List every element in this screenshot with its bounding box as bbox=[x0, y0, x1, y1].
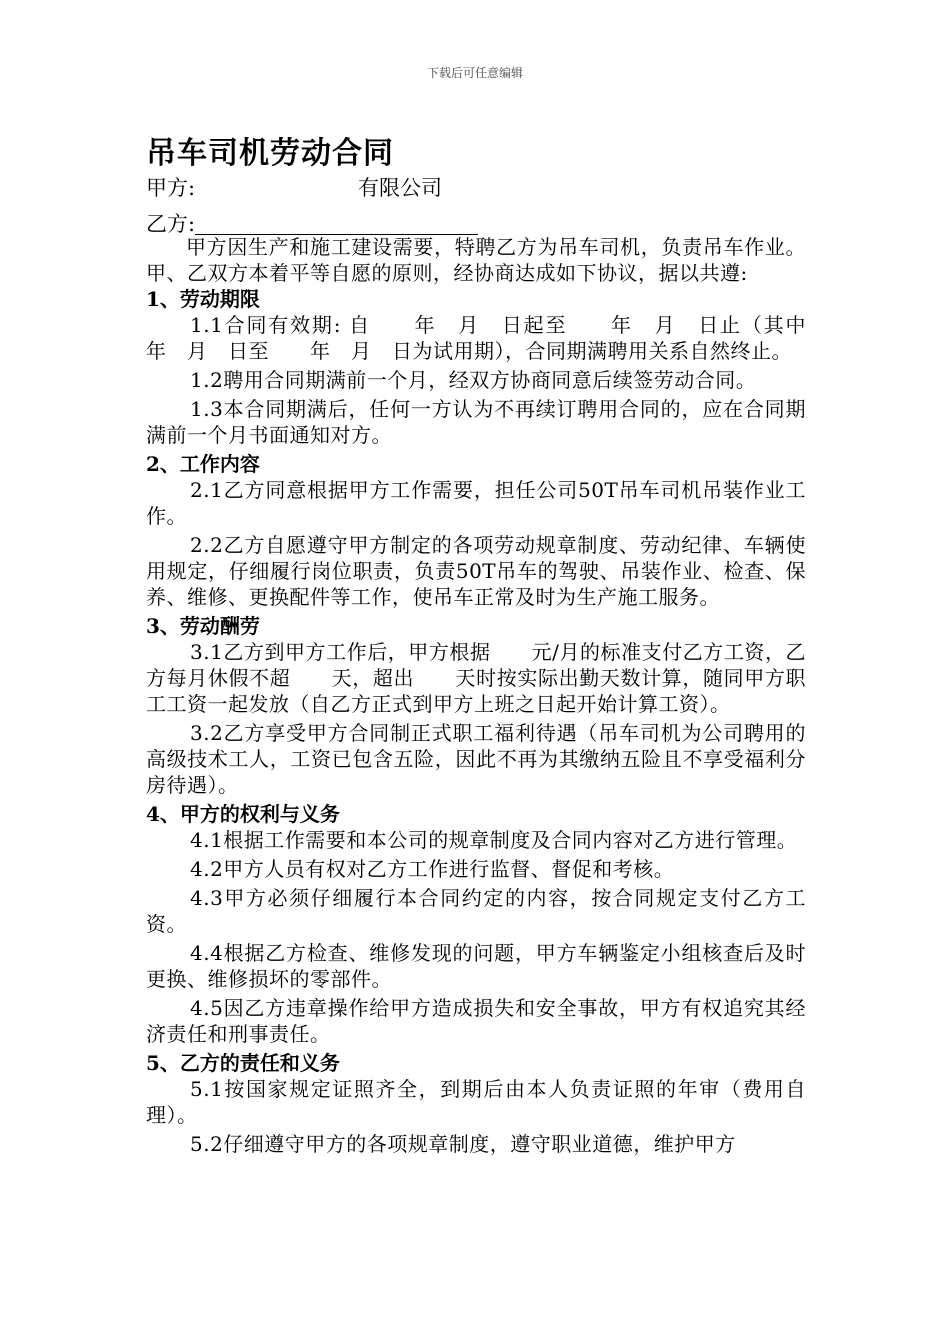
clause: 4.3甲方必须仔细履行本合同约定的内容，按合同规定支付乙方工资。 bbox=[146, 886, 806, 936]
clause: 4.4根据乙方检查、维修发现的问题，甲方车辆鉴定小组核查后及时更换、维修损坏的零部件。 bbox=[146, 941, 806, 991]
clause: 5.2仔细遵守甲方的各项规章制度，遵守职业道德，维护甲方 bbox=[190, 1132, 736, 1156]
section-heading: 2、工作内容 bbox=[146, 452, 260, 476]
clause: 3.1乙方到甲方工作后，甲方根据 元/月的标准支付乙方工资，乙方每月休假不超 天，超出 天时按实际出勤天数计算，随同甲方职工工资一起发放（自乙方正式到甲方上班之日起开始计算工资）。 bbox=[146, 640, 806, 716]
party-a-label: 甲方: bbox=[146, 176, 196, 200]
clause: 1.3本合同期满后，任何一方认为不再续订聘用合同的，应在合同期满前一个月书面通知对方。 bbox=[146, 397, 806, 447]
clause: 4.1根据工作需要和本公司的规章制度及合同内容对乙方进行管理。 bbox=[190, 828, 798, 852]
page-title: 吊车司机劳动合同 bbox=[146, 136, 394, 171]
party-a-company: 有限公司 bbox=[358, 176, 442, 200]
section-heading: 4、甲方的权利与义务 bbox=[146, 802, 340, 826]
clause: 1.2聘用合同期满前一个月，经双方协商同意后续签劳动合同。 bbox=[190, 368, 757, 392]
party-b-blank bbox=[195, 210, 478, 235]
clause: 2.2乙方自愿遵守甲方制定的各项劳动规章制度、劳动纪律、车辆使用规定，仔细履行岗位职责，负责50T吊车的驾驶、吊装作业、检查、保养、维修、更换配件等工作，使吊车正常及时为生产施工服务。 bbox=[146, 533, 806, 609]
section-heading: 1、劳动期限 bbox=[146, 287, 260, 311]
party-b-label: 乙方: bbox=[146, 212, 196, 236]
section-heading: 3、劳动酬劳 bbox=[146, 614, 260, 638]
party-a-line bbox=[146, 174, 442, 202]
clause: 1.1合同有效期: 自 年 月 日起至 年 月 日止（其中 年 月 日至 年 月 日为试用期），合同期满聘用关系自然终止。 bbox=[146, 313, 847, 363]
clause: 2.1乙方同意根据甲方工作需要，担任公司50T吊车司机吊装作业工作。 bbox=[146, 478, 806, 528]
contract-body bbox=[146, 234, 847, 1160]
clause: 3.2乙方享受甲方合同制正式职工福利待遇（吊车司机为公司聘用的高级技术工人，工资已包含五险，因此不再为其缴纳五险且不享受福利分房待遇）。 bbox=[146, 721, 806, 797]
clause: 4.5因乙方违章操作给甲方造成损失和安全事故，甲方有权追究其经济责任和刑事责任。 bbox=[146, 996, 806, 1046]
header-note: 下载后可任意编辑 bbox=[426, 66, 523, 80]
clause: 4.2甲方人员有权对乙方工作进行监督、督促和考核。 bbox=[190, 857, 675, 881]
intro-paragraph: 甲方因生产和施工建设需要，特聘乙方为吊车司机，负责吊车作业。甲、乙双方本着平等自愿的原则，经协商达成如下协议，据以共遵: bbox=[146, 235, 806, 285]
clause: 5.1按国家规定证照齐全，到期后由本人负责证照的年审（费用自理）。 bbox=[146, 1077, 806, 1127]
section-heading: 5、乙方的责任和义务 bbox=[146, 1051, 340, 1075]
